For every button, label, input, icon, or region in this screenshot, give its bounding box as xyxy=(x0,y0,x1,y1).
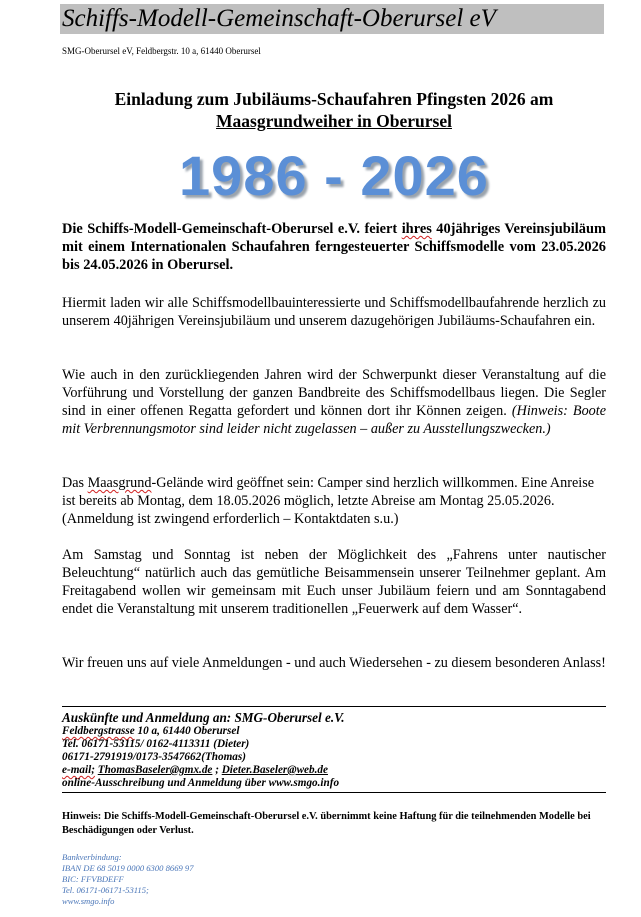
contact-street: Feldbergstrasse xyxy=(62,725,135,737)
camping-place: Maasgrund xyxy=(87,475,152,491)
year-range: 1986 - 2026 xyxy=(179,144,489,207)
contact-email-line xyxy=(62,764,606,777)
invite-paragraph: Hiermit laden wir alle Schiffsmodellbauinteressierte und Schiffsmodellbaufahrende herzlich zu unserem 40jährigen Vereinsjubiläum und unserem dazugehörigen Jubiläums-Schaufahren ein. xyxy=(62,295,606,329)
contact-lead: Auskünfte und Anmeldung an: SMG-Oberursel e.V. xyxy=(62,710,345,725)
headline-line-2: Maasgrundweiher in Oberursel xyxy=(216,111,452,131)
bank-bic: BIC: FFVBDEFF xyxy=(62,874,124,884)
contact-top-rule xyxy=(62,706,606,707)
closing-paragraph: Wir freuen uns auf viele Anmeldungen - und auch Wiedersehen - zu diesem besonderen Anlass! xyxy=(62,655,606,671)
liability-disclaimer: Hinweis: Die Schiffs-Modell-Gemeinschaft-Oberursel e.V. übernimmt keine Haftung für die teilnehmenden Modelle bei Beschädigungen oder Verlust. xyxy=(62,811,591,836)
contact-email-2[interactable]: Dieter.Baseler@web.de xyxy=(221,764,328,776)
contact-address xyxy=(62,725,606,738)
contact-phone-1: Tel. 06171-53115/ 0162-4113311 (Dieter) xyxy=(62,738,250,750)
camping-paragraph xyxy=(62,474,606,528)
intro-part-3: 40jähriges Vereinsjubiläum mit einem Internationalen Schaufahren ferngesteuerter Schiffsmodelle vom 23.05.2026 bis 24.05.2026 in Oberursel. xyxy=(62,221,606,273)
contact-online[interactable]: online-Ausschreibung und Anmeldung über www.smgo.info xyxy=(62,777,340,789)
intro-part-1: Die Schiffs-Modell-Gemeinschaft-Oberursel e.V. feiert xyxy=(62,221,402,237)
bank-details xyxy=(62,852,362,907)
org-address: SMG-Oberursel eV, Feldbergstr. 10 a, 61440 Oberursel xyxy=(62,46,261,56)
contact-email-1[interactable]: ThomasBaseler@gmx.de xyxy=(97,764,213,776)
program-paragraph: Am Samstag und Sonntag ist neben der Möglichkeit des „Fahrens unter nautischer Beleuchtung“ natürlich auch das gemütliche Beisammensein unserer Teilnehmer geplant. Am Freitagabend wollen wir gemeinsam mit Euch unser Jubiläum feiern und am Sonntagabend endet die Veranstaltung mit unserem traditionellen „Feuerwerk auf dem Wasser“. xyxy=(62,547,606,617)
bank-tel: Tel. 06171-06171-53115; xyxy=(62,885,149,895)
focus-note: (Hinweis: Boote mit Verbrennungsmotor sind leider nicht zugelassen – außer zu Ausstellungszwecken.) xyxy=(62,403,607,437)
contact-phone-2: 06171-2791919/0173-3547662(Thomas) xyxy=(62,751,246,763)
contact-block xyxy=(62,710,606,790)
org-title: Schiffs-Modell-Gemeinschaft-Oberursel eV xyxy=(62,5,496,32)
contact-email-sep: ; xyxy=(212,764,222,776)
camping-prefix: Das xyxy=(62,475,88,491)
bank-title: Bankverbindung: xyxy=(62,852,122,862)
bank-iban: IBAN DE 68 5019 0000 6300 8669 97 xyxy=(62,863,194,873)
bank-web[interactable]: www.smgo.info xyxy=(62,896,115,906)
headline-line-1: Einladung zum Jubiläums-Schaufahren Pfingsten 2026 am xyxy=(114,89,554,109)
contact-bottom-rule xyxy=(62,792,606,793)
contact-email-label: e-mail; xyxy=(62,764,95,776)
invitation-headline xyxy=(62,88,606,132)
focus-paragraph xyxy=(62,366,606,438)
intro-paragraph xyxy=(62,220,606,274)
contact-street-rest: 10 a, 61440 Oberursel xyxy=(134,725,240,737)
focus-text: Wie auch in den zurückliegenden Jahren wird der Schwerpunkt dieser Veranstaltung auf die Vorführung und Vorstellung der ganzen Bandbreite des Schiffsmodellbaus liegen. Die Segler sind in einer offenen Regatta gefordert und können dort ihr Können zeigen. xyxy=(62,367,606,419)
camping-text: -Gelände wird geöffnet sein: Camper sind herzlich willkommen. Eine Anreise ist bereits ab Montag, dem 18.05.2026 möglich, letzte Abreise am Montag 25.05.2026. (Anmeldung ist zwingend erforderlich – Kontaktdaten s.u.) xyxy=(62,475,595,527)
intro-part-2: ihres xyxy=(401,221,432,237)
